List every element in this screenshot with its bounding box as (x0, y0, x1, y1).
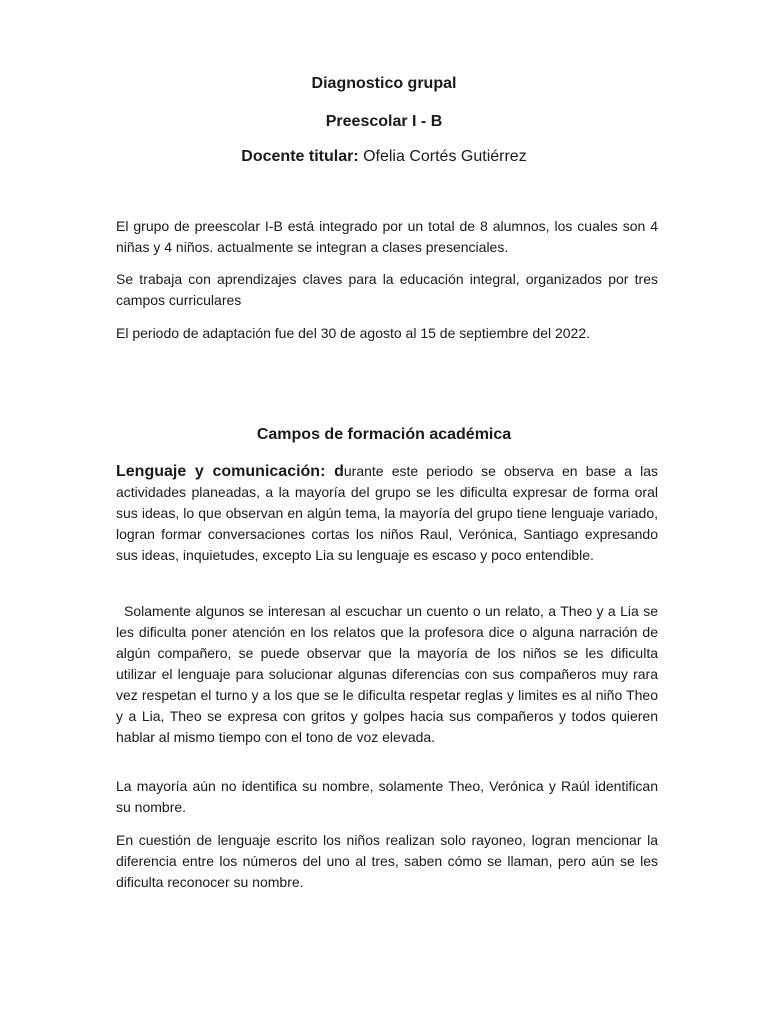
language-paragraph-3: La mayoría aún no identifica su nombre, solamente Theo, Verónica y Raúl identifican su nombre. (116, 778, 658, 815)
language-paragraph-4: En cuestión de lenguaje escrito los niños realizan solo rayoneo, logran mencionar la diferencia entre los números del uno al tres, saben cómo se llaman, pero aún se les dificulta reconocer su nombre. (116, 832, 658, 890)
language-paragraph-2: Solamente algunos se interesan al escuchar un cuento o un relato, a Theo y a Lia se les dificulta poner atención en los relatos que la profesora dice o alguna narración de algún compañero, se puede observar que la mayoría de los niños se les dificulta utilizar el lenguaje para solucionar algunas diferencias con sus compañeros muy rara vez respetan el turno y a los que se le dificulta respetar reglas y limites es al niño Theo y a Lia, Theo se expresa con gritos y golpes hacia sus compañeros y todos quieren hablar al mismo tiempo con el tono de voz elevada. (116, 603, 658, 745)
teacher-name: Ofelia Cortés Gutiérrez (358, 148, 527, 165)
intro-paragraph-2: Se trabaja con aprendizajes claves para la educación integral, organizados por tres campos curriculares (116, 271, 658, 308)
document-title: Diagnostico grupal (311, 75, 457, 92)
section-title: Campos de formación académica (256, 426, 512, 443)
teacher-label: Docente titular: (241, 148, 359, 165)
language-paragraph-1-text: urante este periodo se observa en base a las actividades planeadas, a la mayoría del grupo se les dificulta expresar de forma oral sus ideas, lo que observan en algún tema, la mayoría del grupo tiene lenguaje variado, logran formar conversaciones cortas los niños Raul, Verónica, Santiago expresando sus ideas, inquietudes, excepto Lia su lenguaje es escaso y poco entendible. (116, 463, 658, 563)
language-lead-label: Lenguaje y comunicación: d (116, 463, 344, 480)
intro-paragraph-1: El grupo de preescolar I-B está integrado por un total de 8 alumnos, los cuales son 4 niñas y 4 niños. actualmente se integran a clases presenciales. (116, 218, 658, 255)
teacher-line (0, 148, 768, 166)
language-paragraph-1 (116, 461, 658, 566)
group-name: Preescolar I - B (325, 113, 443, 130)
intro-paragraph-3: El periodo de adaptación fue del 30 de agosto al 15 de septiembre del 2022. (116, 325, 591, 341)
